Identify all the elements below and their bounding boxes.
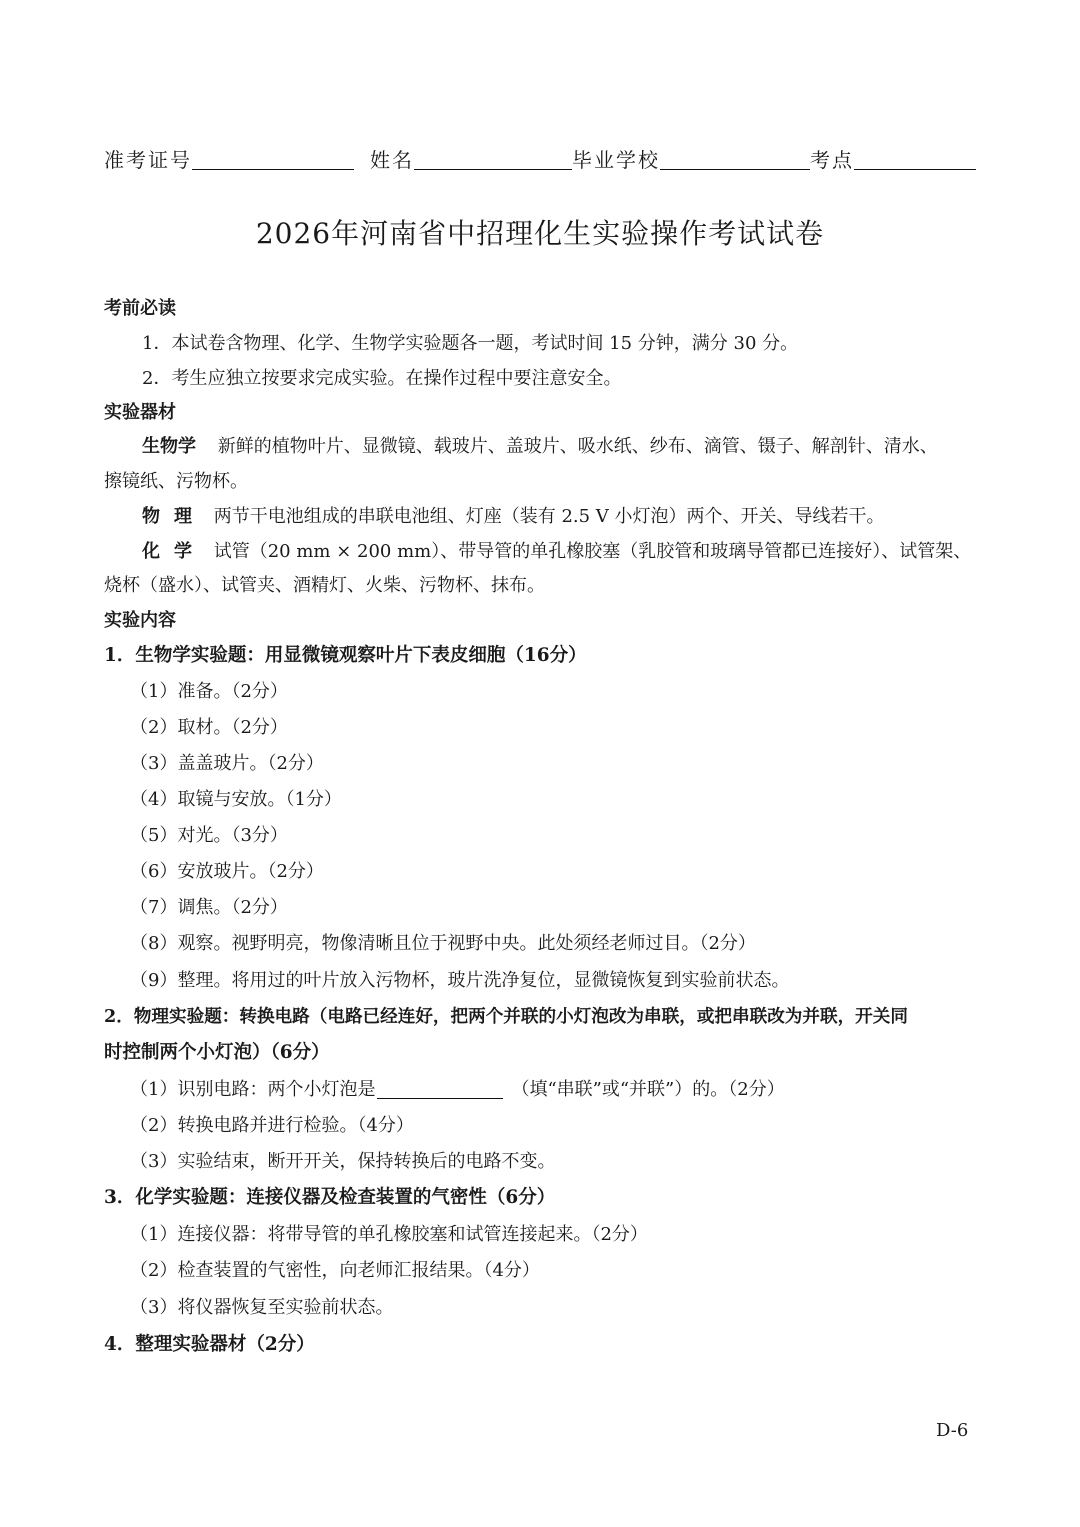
exam-title: 2026年河南省中招理化生实验操作考试试卷 <box>255 217 825 250</box>
chemistry-label: 化学 <box>142 541 206 562</box>
school-field <box>572 144 810 173</box>
circuit-answer-blank[interactable] <box>377 1078 503 1099</box>
content-heading: 实验内容 <box>104 610 176 631</box>
question-2-step-1-suffix: （填“串联”或“并联”）的。（2分） <box>511 1079 785 1100</box>
question-2-title: 2．物理实验题：转换电路（电路已经连好，把两个并联的小灯泡改为串联，或把串联改为并联，开关同 <box>104 1006 908 1027</box>
chemistry-materials-continued: 烧杯（盛水）、试管夹、酒精灯、火柴、污物杯、抹布。 <box>104 575 545 596</box>
pre-read-item: 1．本试卷含物理、化学、生物学实验题各一题，考试时间 15 分钟，满分 30 分。 <box>142 333 799 354</box>
question-1-step: （3）盖盖玻片。（2分） <box>130 753 324 774</box>
biology-materials-line <box>142 435 938 459</box>
candidate-info-fields <box>104 141 979 173</box>
question-2-step: （2）转换电路并进行检验。（4分） <box>130 1115 414 1136</box>
materials-heading: 实验器材 <box>104 402 176 423</box>
admission-number-blank <box>192 147 354 170</box>
school-blank <box>660 147 810 170</box>
physics-materials-text: 两节干电池组成的串联电池组、灯座（装有 2.5 V 小灯泡）两个、开关、导线若干。 <box>213 506 885 527</box>
question-1-step: （7）调焦。（2分） <box>130 897 288 918</box>
pre-read-heading: 考前必读 <box>104 298 176 319</box>
question-1-step: （9）整理。将用过的叶片放入污物杯，玻片洗净复位，显微镜恢复到实验前状态。 <box>130 970 790 991</box>
pre-read-item: 2．考生应独立按要求完成实验。在操作过程中要注意安全。 <box>142 368 622 389</box>
question-1-step: （2）取材。（2分） <box>130 717 288 738</box>
exam-site-field <box>810 144 976 173</box>
name-label: 姓名 <box>370 148 414 172</box>
exam-site-label: 考点 <box>810 148 854 172</box>
chemistry-materials-line <box>142 540 971 564</box>
admission-number-label: 准考证号 <box>104 148 192 172</box>
question-2-step-1 <box>130 1078 785 1102</box>
school-label: 毕业学校 <box>572 148 660 172</box>
question-3-step: （2）检查装置的气密性，向老师汇报结果。（4分） <box>130 1260 540 1281</box>
question-1-step: （1）准备。（2分） <box>130 681 288 702</box>
question-1-step: （8）观察。视野明亮，物像清晰且位于视野中央。此处须经老师过目。（2分） <box>130 933 756 954</box>
chemistry-materials-text: 试管（20 mm × 200 mm）、带导管的单孔橡胶塞（乳胶管和玻璃导管都已连接好）、试管架、 <box>213 541 972 562</box>
question-1-step: （4）取镜与安放。（1分） <box>130 789 342 810</box>
admission-number-field <box>104 144 354 173</box>
question-2-step: （3）实验结束，断开开关，保持转换后的电路不变。 <box>130 1151 556 1172</box>
page-code: D-6 <box>936 1420 969 1441</box>
physics-materials-line <box>142 505 885 529</box>
biology-label: 生物学 <box>142 436 196 457</box>
question-3-step: （3）将仪器恢复至实验前状态。 <box>130 1297 394 1318</box>
exam-site-blank <box>854 147 976 170</box>
question-4-title: 4．整理实验器材（2分） <box>104 1334 315 1355</box>
question-2-title-continued: 时控制两个小灯泡）（6分） <box>104 1042 330 1063</box>
question-1-title: 1．生物学实验题：用显微镜观察叶片下表皮细胞（16分） <box>104 645 587 666</box>
question-1-step: （5）对光。（3分） <box>130 825 288 846</box>
question-1-step: （6）安放玻片。（2分） <box>130 861 324 882</box>
name-field <box>370 144 572 173</box>
question-3-title: 3．化学实验题：连接仪器及检查装置的气密性（6分） <box>104 1187 556 1208</box>
physics-label: 物理 <box>142 506 206 527</box>
biology-materials-continued: 擦镜纸、污物杯。 <box>104 471 248 492</box>
biology-materials-text: 新鲜的植物叶片、显微镜、载玻片、盖玻片、吸水纸、纱布、滴管、镊子、解剖针、清水、 <box>217 436 938 457</box>
name-blank <box>414 147 572 170</box>
question-3-step: （1）连接仪器：将带导管的单孔橡胶塞和试管连接起来。（2分） <box>130 1224 648 1245</box>
question-2-step-1-prefix: （1）识别电路：两个小灯泡是 <box>130 1079 376 1100</box>
